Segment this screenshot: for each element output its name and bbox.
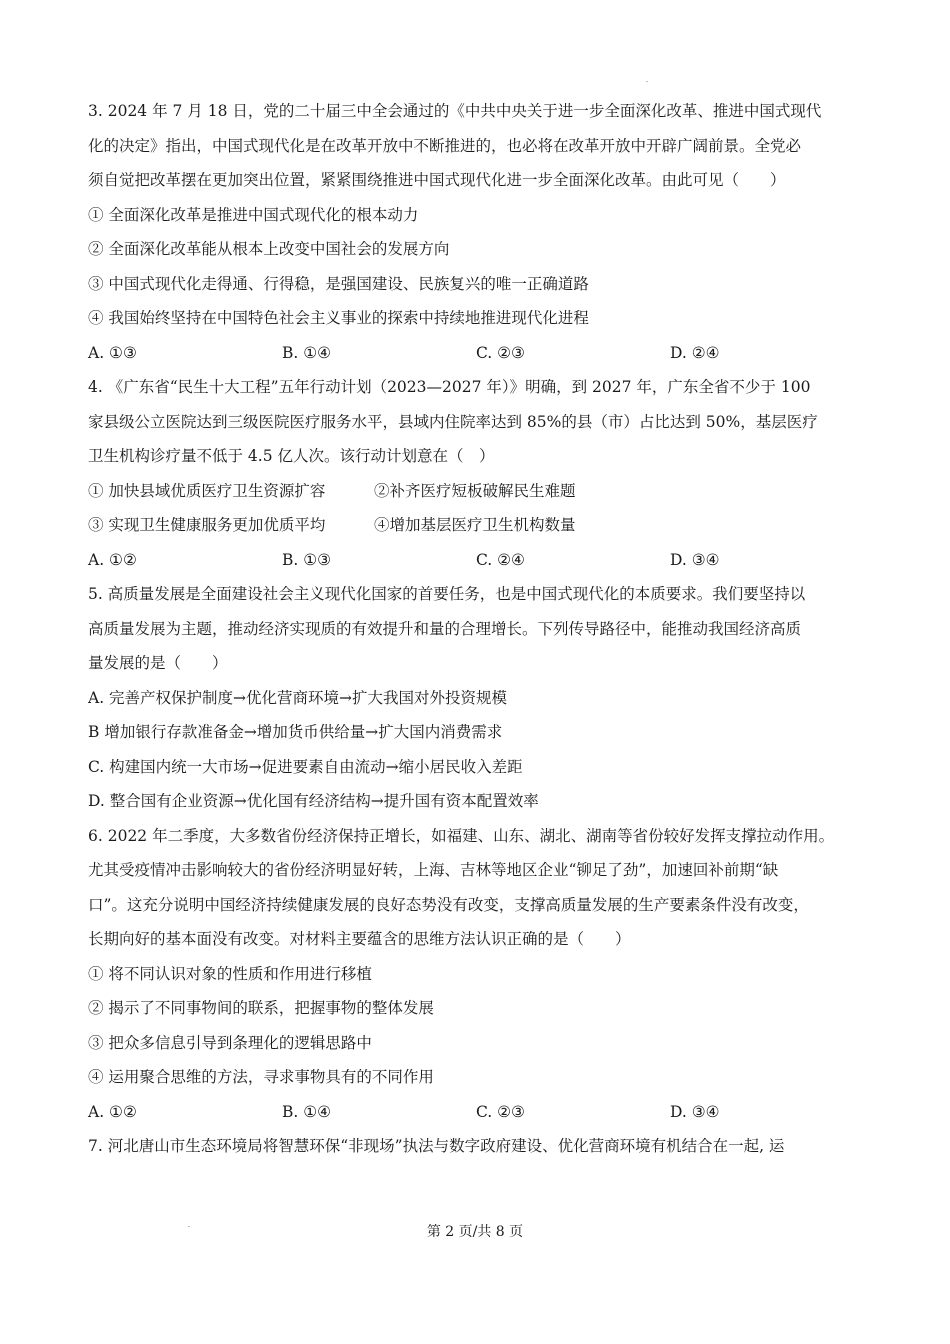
statement-3: ③ 把众多信息引导到条理化的逻辑思路中 (88, 1033, 372, 1052)
question-text-line: 7. 河北唐山市生态环境局将智慧环保“非现场”执法与数字政府建设、优化营商环境有机结合在一起, 运 (88, 1137, 785, 1155)
answer-options (88, 336, 868, 371)
statement-2: ②补齐医疗短板破解民生难题 (374, 481, 576, 500)
question-text-line: 尤其受疫情冲击影响较大的省份经济明显好转，上海、吉林等地区企业“铆足了劲”，加速回补前期“缺 (88, 861, 779, 879)
question-text-line: 4. 《广东省“民生十大工程”五年行动计划（2023—2027 年）》明确，到 2027 年，广东全省不少于 100 (88, 378, 811, 396)
statement-3: ③ 中国式现代化走得通、行得稳，是强国建设、民族复兴的唯一正确道路 (88, 274, 589, 293)
question-text-line: 化的决定》指出，中国式现代化是在改革开放中不断推进的，也必将在改革开放中开辟广阔前景。全党必 (88, 136, 802, 155)
statement-row (88, 474, 868, 509)
question-3 (88, 94, 868, 370)
statement-3: ③ 实现卫生健康服务更加优质平均 (88, 516, 326, 534)
option-b: B. ①④ (282, 1102, 332, 1121)
answer-options (88, 1095, 868, 1130)
question-7 (88, 1129, 868, 1164)
option-b: B. ①④ (282, 343, 332, 362)
question-text-line: 须自觉把改革摆在更加突出位置，紧紧围绕推进中国式现代化进一步全面深化改革。由此可见（ ） (88, 171, 786, 189)
statement-1: ① 全面深化改革是推进中国式现代化的根本动力 (88, 205, 419, 224)
option-d: D. ③④ (670, 550, 720, 569)
statement-2: ② 全面深化改革能从根本上改变中国社会的发展方向 (88, 240, 450, 258)
option-d: D. ②④ (670, 343, 720, 362)
question-4 (88, 370, 868, 577)
question-text-line: 5. 高质量发展是全面建设社会主义现代化国家的首要任务，也是中国式现代化的本质要求。我们要坚持以 (88, 585, 806, 603)
option-a: A. ①③ (88, 343, 137, 362)
statement-1: ① 加快县域优质医疗卫生资源扩容 (88, 481, 326, 500)
page-content (88, 94, 868, 1164)
question-text-line: 家县级公立医院达到三级医院医疗服务水平，县域内住院率达到 85%的县（市）占比达到 50%，基层医疗 (88, 412, 818, 431)
option-d: D. ③④ (670, 1102, 720, 1121)
statement-4: ④ 我国始终坚持在中国特色社会主义事业的探索中持续地推进现代化进程 (88, 309, 589, 327)
page-footer: 第 2 页/共 8 页 (426, 1224, 524, 1240)
question-6 (88, 819, 868, 1130)
option-c: C. ②④ (476, 550, 525, 569)
choice-b: B 增加银行存款准备金→增加货币供给量→扩大国内消费需求 (88, 723, 503, 741)
option-a: A. ①② (88, 550, 137, 569)
question-text-line: 高质量发展为主题，推动经济实现质的有效提升和量的合理增长。下列传导路径中，能推动我国经济高质 (88, 619, 802, 638)
statement-4: ④ 运用聚合思维的方法，寻求事物具有的不同作用 (88, 1068, 434, 1086)
choice-c: C. 构建国内统一大市场→促进要素自由流动→缩小居民收入差距 (88, 757, 523, 776)
option-c: C. ②③ (476, 343, 525, 362)
choice-d: D. 整合国有企业资源→优化国有经济结构→提升国有资本配置效率 (88, 792, 539, 810)
option-a: A. ①② (88, 1102, 137, 1121)
question-5 (88, 577, 868, 819)
question-text-line: 3. 2024 年 7 月 18 日，党的二十届三中全会通过的《中共中央关于进一步全面深化改革、推进中国式现代 (88, 102, 822, 120)
option-c: C. ②③ (476, 1102, 525, 1121)
choice-a: A. 完善产权保护制度→优化营商环境→扩大我国对外投资规模 (88, 688, 508, 707)
statement-1: ① 将不同认识对象的性质和作用进行移植 (88, 964, 372, 983)
question-text-line: 卫生机构诊疗量不低于 4.5 亿人次。该行动计划意在（ ） (88, 447, 495, 465)
question-text-line: 长期向好的基本面没有改变。对材料主要蕴含的思维方法认识正确的是（ ） (88, 930, 631, 948)
answer-options (88, 543, 868, 578)
question-text-line: 口”。这充分说明中国经济持续健康发展的良好态势没有改变，支撑高质量发展的生产要素条件没有改变， (88, 895, 809, 914)
option-b: B. ①③ (282, 550, 332, 569)
question-text-line: 6. 2022 年二季度，大多数省份经济保持正增长，如福建、山东、湖北、湖南等省份较好发挥支撑拉动作用。 (88, 826, 835, 845)
statement-2: ② 揭示了不同事物间的联系，把握事物的整体发展 (88, 999, 434, 1017)
question-text-line: 量发展的是（ ） (88, 654, 228, 672)
statement-4: ④增加基层医疗卫生机构数量 (374, 516, 576, 534)
scan-speck (646, 81, 648, 82)
statement-row (88, 508, 868, 543)
